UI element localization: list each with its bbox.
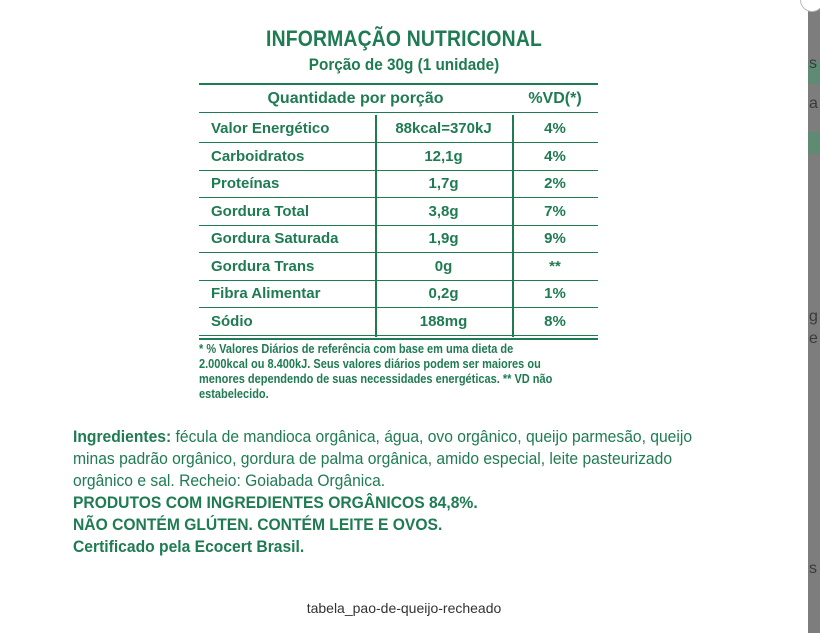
background-stripe xyxy=(808,132,820,154)
table-row xyxy=(199,143,598,171)
ingredients-label: Ingredientes: xyxy=(73,427,172,446)
nutrient-name: Valor Energético xyxy=(211,120,330,137)
table-row xyxy=(199,308,598,336)
table-row xyxy=(199,253,598,281)
nutrition-title: INFORMAÇÃO NUTRICIONAL xyxy=(266,26,542,51)
nutrition-footnote: * % Valores Diários de referência com base em uma dieta de 2.000kcal ou 8.400kJ. Seus valores diários podem ser maiores ou menores dependendo de suas necessidades energéticas. ** VD não estabelecido. xyxy=(199,342,553,401)
nutrient-vd: 8% xyxy=(544,312,566,330)
table-header xyxy=(199,85,598,113)
ingredients-list: fécula de mandioca orgânica, água, ovo orgânico, queijo parmesão, queijo minas padrão orgânico, gordura de palma orgânica, amido especial, leite pasteurizado orgânico e sal. Recheio: Goiabada Orgânica. xyxy=(73,427,693,490)
background-char: g xyxy=(809,308,818,325)
background-char: s xyxy=(809,55,817,72)
background-page-right xyxy=(808,0,820,633)
background-char: s xyxy=(809,560,817,577)
table-row xyxy=(199,225,598,253)
allergen-statement: NÃO CONTÉM GLÚTEN. CONTÉM LEITE E OVOS. xyxy=(73,515,443,534)
nutrient-amount: 0g xyxy=(434,257,453,275)
nutrient-amount: 88kcal=370kJ xyxy=(395,120,492,137)
nutrient-name: Gordura Total xyxy=(211,202,310,220)
nutrient-vd: 4% xyxy=(544,120,566,137)
nutrient-vd: ** xyxy=(549,257,561,275)
nutrient-vd: 1% xyxy=(544,285,566,302)
nutrient-name: Gordura Trans xyxy=(211,257,315,275)
nutrient-name: Fibra Alimentar xyxy=(211,285,321,302)
table-row xyxy=(199,115,598,143)
certification-statement: Certificado pela Ecocert Brasil. xyxy=(73,537,305,556)
nutrition-table xyxy=(199,83,598,340)
table-row xyxy=(199,280,598,308)
organic-statement: PRODUTOS COM INGREDIENTES ORGÂNICOS 84,8%. xyxy=(73,493,478,512)
nutrient-name: Proteínas xyxy=(211,175,280,192)
nutrient-vd: 2% xyxy=(544,175,566,192)
column-divider xyxy=(512,115,514,337)
background-char: e xyxy=(809,330,818,347)
header-quantity: Quantidade por porção xyxy=(267,90,444,107)
nutrient-amount: 1,7g xyxy=(428,175,459,192)
nutrient-amount: 188mg xyxy=(419,312,468,330)
nutrient-vd: 7% xyxy=(544,202,566,220)
background-char: a xyxy=(809,95,818,112)
nutrient-vd: 9% xyxy=(544,230,566,247)
image-caption: tabela_pao-de-queijo-recheado xyxy=(306,600,502,616)
nutrient-name: Gordura Saturada xyxy=(211,230,339,247)
nutrient-amount: 12,1g xyxy=(424,147,463,165)
nutrient-name: Carboidratos xyxy=(211,147,305,165)
nutrient-amount: 1,9g xyxy=(428,230,459,247)
ingredients-block xyxy=(73,426,717,558)
ingredients-text xyxy=(73,426,717,492)
nutrient-amount: 3,8g xyxy=(428,202,459,220)
nutrient-amount: 0,2g xyxy=(428,285,459,302)
serving-size: Porção de 30g (1 unidade) xyxy=(308,55,500,74)
nutrient-vd: 4% xyxy=(544,147,566,165)
nutrient-name: Sódio xyxy=(211,312,253,330)
table-row xyxy=(199,170,598,198)
header-vd: %VD(*) xyxy=(528,90,582,107)
table-row xyxy=(199,198,598,226)
column-divider xyxy=(375,115,377,337)
